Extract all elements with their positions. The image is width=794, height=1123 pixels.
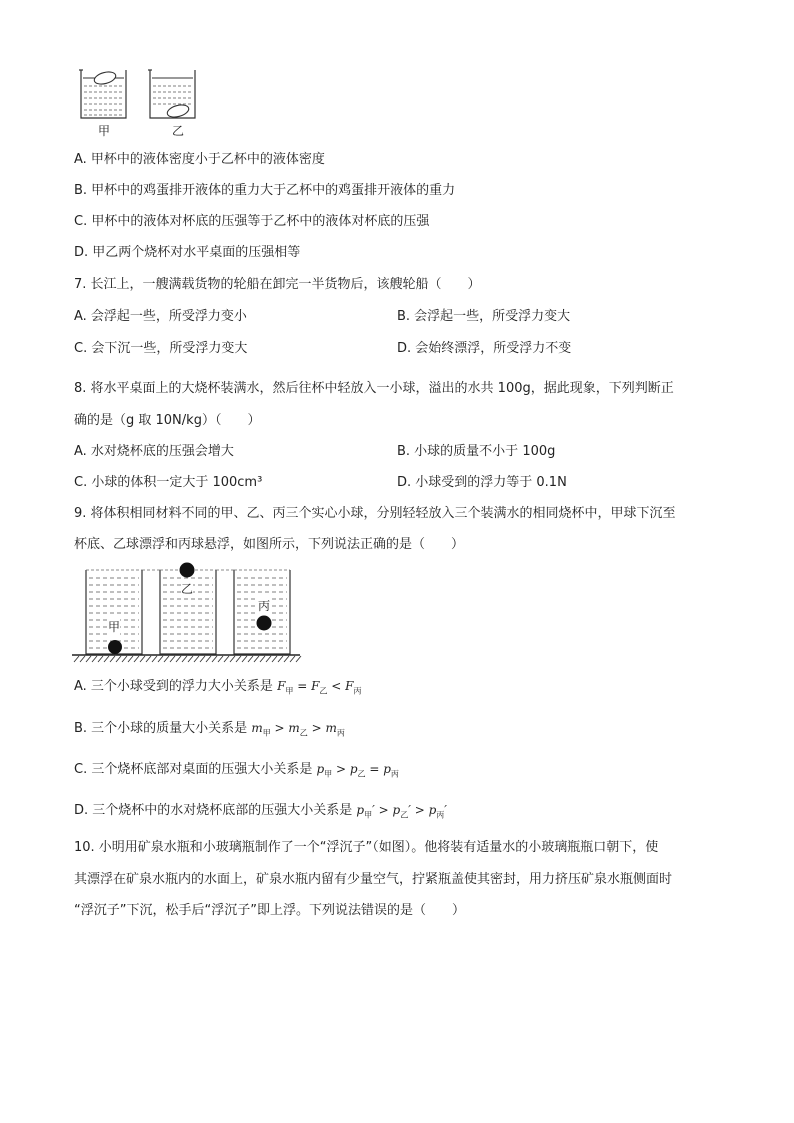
- table-hatch: [224, 656, 229, 662]
- q9-label-bing: 丙: [258, 599, 271, 613]
- table-hatch: [206, 656, 211, 662]
- beaker-yi: [142, 563, 216, 655]
- table-hatch: [146, 656, 151, 662]
- q7-option-c: C. 会下沉一些，所受浮力变大: [74, 341, 248, 356]
- ball-yi: [180, 563, 195, 578]
- q7-option-d: D. 会始终漂浮，所受浮力不变: [397, 341, 572, 356]
- table-hatch: [284, 656, 289, 662]
- table-hatch: [194, 656, 199, 662]
- q9-option-c: [74, 760, 399, 783]
- table-hatch: [74, 656, 79, 662]
- sub-jia: 甲: [285, 686, 294, 696]
- q9-option-a-text: A. 三个小球受到的浮力大小关系是: [74, 679, 273, 694]
- q9-option-b: [74, 719, 345, 742]
- table-hatch: [218, 656, 223, 662]
- sub-yi: 乙: [319, 686, 328, 696]
- table-hatch: [110, 656, 115, 662]
- table-hatch: [92, 656, 97, 662]
- table-hatch: [230, 656, 235, 662]
- q6-option-d: D. 甲乙两个烧杯对水平桌面的压强相等: [74, 245, 301, 260]
- ball-jia: [108, 640, 122, 654]
- table-hatch: [260, 656, 265, 662]
- beaker-jia: [79, 70, 126, 118]
- q8-option-a: A. 水对烧杯底的压强会增大: [74, 444, 234, 459]
- q10-stem-line1: 10. 小明用矿泉水瓶和小玻璃瓶制作了一个“浮沉子”（如图）。他将装有适量水的小玻璃瓶瓶口朝下，使: [74, 840, 659, 855]
- q8-option-b: B. 小球的质量不小于 100g: [397, 444, 556, 459]
- q9-label-jia: 甲: [108, 620, 121, 634]
- q8-option-d: D. 小球受到的浮力等于 0.1N: [397, 475, 567, 490]
- beaker-bing: [216, 570, 290, 654]
- q9-option-b-expr: $m_甲 > m_乙 > m_丙$: [251, 721, 345, 738]
- q10-stem-line3: “浮沉子”下沉，松手后“浮沉子”即上浮。下列说法错误的是（ ）: [74, 903, 465, 918]
- q9-option-b-text: B. 三个小球的质量大小关系是: [74, 721, 248, 736]
- q9-label-yi: 乙: [181, 582, 194, 596]
- table-hatch: [152, 656, 157, 662]
- table-hatch: [248, 656, 253, 662]
- q9-option-c-text: C. 三个烧杯底部对桌面的压强大小关系是: [74, 762, 313, 777]
- q9-option-d-expr: $p_甲' > p_乙' > p_丙'$: [356, 803, 448, 820]
- q7-option-a: A. 会浮起一些，所受浮力变小: [74, 309, 247, 324]
- q9-option-a: [74, 677, 361, 700]
- table-hatch: [242, 656, 247, 662]
- table-surface: [72, 655, 301, 662]
- q9-option-d-text: D. 三个烧杯中的水对烧杯底部的压强大小关系是: [74, 803, 353, 818]
- table-hatch: [116, 656, 121, 662]
- table-hatch: [158, 656, 163, 662]
- q6-label-yi: 乙: [172, 124, 185, 138]
- sub-yi: 乙: [400, 810, 409, 820]
- table-hatch: [188, 656, 193, 662]
- q9-option-d: [74, 801, 447, 824]
- table-hatch: [176, 656, 181, 662]
- q10-stem-line2: 其漂浮在矿泉水瓶内的水面上，矿泉水瓶内留有少量空气，拧紧瓶盖使其密封，用力挤压矿泉水瓶侧面时: [74, 872, 673, 887]
- q6-beakers-figure: [78, 66, 198, 138]
- table-hatch: [128, 656, 133, 662]
- sub-jia: 甲: [262, 728, 271, 738]
- table-hatch: [164, 656, 169, 662]
- table-hatch: [170, 656, 175, 662]
- table-hatch: [86, 656, 91, 662]
- table-hatch: [122, 656, 127, 662]
- table-hatch: [290, 656, 295, 662]
- q6-option-a: A. 甲杯中的液体密度小于乙杯中的液体密度: [74, 152, 325, 167]
- table-hatch: [236, 656, 241, 662]
- q6-label-jia: 甲: [98, 124, 111, 138]
- table-hatch: [134, 656, 139, 662]
- table-hatch: [104, 656, 109, 662]
- q7-option-b: B. 会浮起一些，所受浮力变大: [397, 309, 571, 324]
- sub-bing: 丙: [353, 686, 362, 696]
- q6-option-b: B. 甲杯中的鸡蛋排开液体的重力大于乙杯中的鸡蛋排开液体的重力: [74, 183, 456, 198]
- q9-stem-line1: 9. 将体积相同材料不同的甲、乙、丙三个实心小球，分别轻轻放入三个装满水的相同烧杯中，甲球下沉至: [74, 506, 676, 521]
- sub-bing: 丙: [336, 728, 345, 738]
- q6-option-c: C. 甲杯中的液体对杯底的压强等于乙杯中的液体对杯底的压强: [74, 214, 430, 229]
- table-hatch: [296, 656, 301, 662]
- q9-option-c-expr: $p_甲 > p_乙 = p_丙$: [316, 762, 399, 779]
- q8-stem-line1: 8. 将水平桌面上的大烧杯装满水，然后往杯中轻放入一小球，溢出的水共 100g，据此现象，下列判断正: [74, 381, 674, 396]
- sub-bing: 丙: [436, 810, 445, 820]
- table-hatch: [80, 656, 85, 662]
- table-hatch: [182, 656, 187, 662]
- sub-jia: 甲: [324, 769, 333, 779]
- table-hatch: [212, 656, 217, 662]
- table-hatch: [278, 656, 283, 662]
- sub-yi: 乙: [299, 728, 308, 738]
- table-hatch: [272, 656, 277, 662]
- beaker-jia: [86, 570, 142, 654]
- beaker-yi: [148, 70, 195, 119]
- sub-jia: 甲: [364, 810, 373, 820]
- q8-option-c: C. 小球的体积一定大于 100cm³: [74, 475, 263, 490]
- table-hatch: [98, 656, 103, 662]
- ball-bing: [257, 616, 272, 631]
- sub-yi: 乙: [357, 769, 366, 779]
- q7-stem: 7. 长江上，一艘满载货物的轮船在卸完一半货物后，该艘轮船（ ）: [74, 277, 481, 292]
- table-hatch: [266, 656, 271, 662]
- table-hatch: [140, 656, 145, 662]
- q6-beakers-drawing: [78, 66, 198, 122]
- sub-bing: 丙: [390, 769, 399, 779]
- q9-three-beakers-figure: [72, 562, 302, 664]
- q9-stem-line2: 杯底、乙球漂浮和丙球悬浮，如图所示，下列说法正确的是（ ）: [74, 537, 465, 552]
- q9-option-a-expr: $F_甲 = F_乙 < F_丙$: [277, 679, 362, 696]
- q8-stem-line2: 确的是（g 取 10N/kg）（ ）: [74, 413, 261, 428]
- table-hatch: [254, 656, 259, 662]
- table-hatch: [200, 656, 205, 662]
